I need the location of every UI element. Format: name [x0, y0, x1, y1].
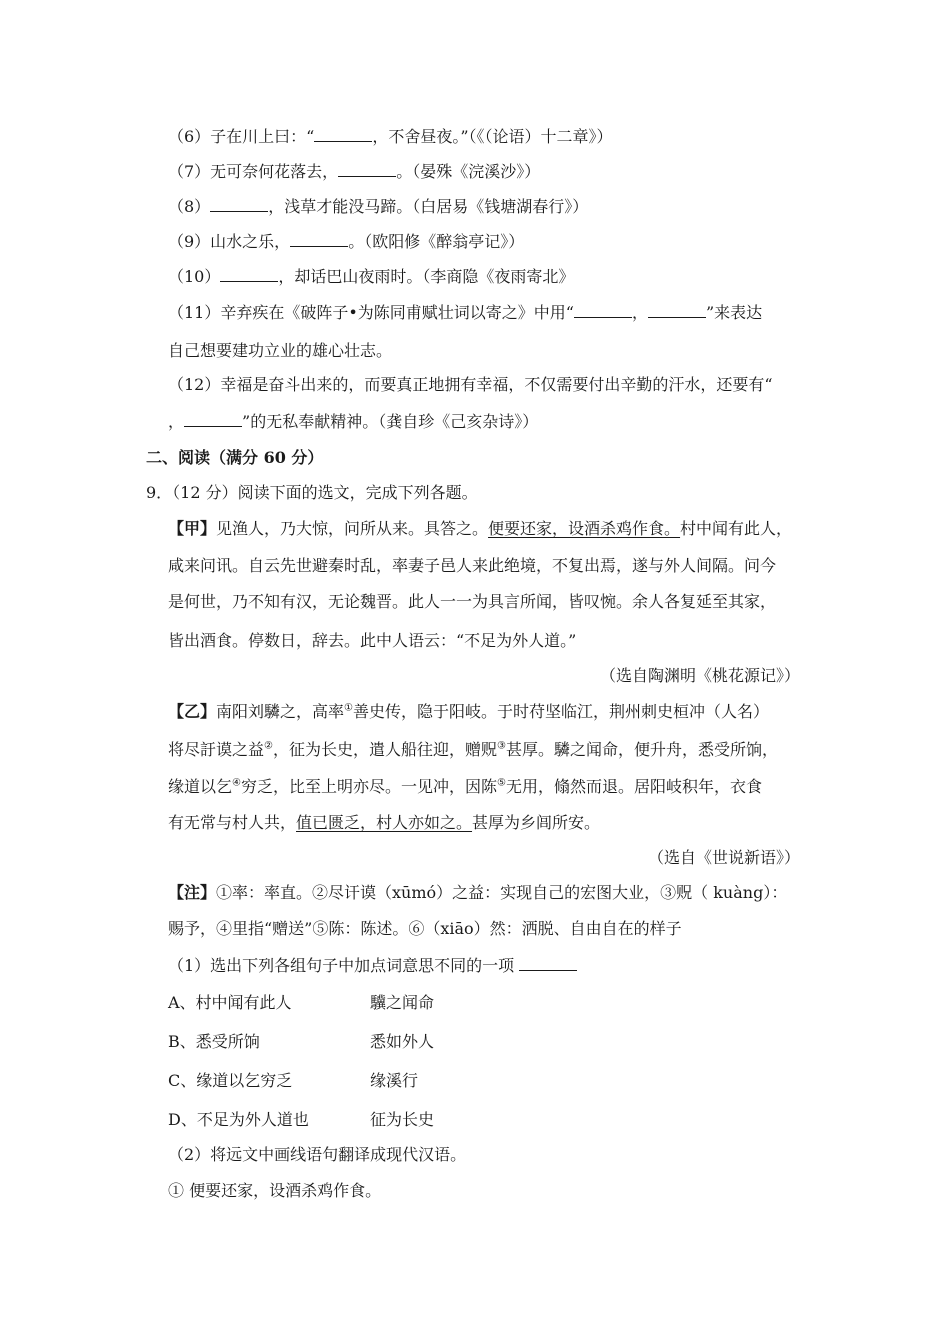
option-c-right: 缘溪行 [370, 1071, 419, 1090]
q9-text-after: 。（欧阳修《醉翁亭记》） [348, 232, 525, 251]
yi-label: 【乙】 [168, 702, 217, 721]
q12-line-2 [168, 412, 538, 432]
q6-answer-blank[interactable] [314, 127, 372, 142]
q8-text-before: （8） [168, 197, 211, 216]
yi-text-3a: 缘道以乞 [168, 777, 233, 796]
question-10 [168, 267, 574, 287]
q11-answer-blank-2[interactable] [648, 303, 706, 318]
q7-answer-blank[interactable] [338, 162, 396, 177]
q6-text-after: ，不舍昼夜。”（《（论语）十二章》） [372, 127, 613, 146]
q7-text-before: （7）无可奈何花落去， [168, 162, 339, 181]
question-9-heading: 9．（12 分）阅读下面的选文，完成下列各题。 [146, 483, 478, 502]
yi-line-3 [168, 777, 762, 797]
yi-line-4 [168, 813, 600, 833]
yi-text-2a: 将尽訏谟之益 [168, 740, 265, 759]
note-marker-3: ③ [497, 740, 506, 752]
note-line-1 [168, 883, 787, 903]
option-b-right: 悉如外人 [370, 1032, 435, 1051]
note-label: 【注】 [168, 883, 217, 902]
q8-answer-blank[interactable] [210, 197, 268, 212]
yi-line-1 [168, 702, 769, 722]
option-c-row [0, 1071, 950, 1091]
question-12: （12）幸福是奋斗出来的，而要真正地拥有幸福，不仅需要付出辛勤的汗水，还要有“ [168, 375, 773, 394]
sub1-text: （1）选出下列各组句子中加点词意思不同的一项 [168, 956, 515, 975]
yi-text-1b: 善史传，隐于阳岐。于时苻坚临江，荆州刺史桓冲（人名） [353, 702, 770, 721]
q10-answer-blank[interactable] [220, 267, 278, 282]
option-d-row [0, 1110, 950, 1130]
option-a-right: 驥之闻命 [370, 993, 435, 1012]
yi-text-1a: 南阳刘驎之，高率 [216, 702, 345, 721]
q11-text-mid: ， [631, 303, 648, 322]
q6-text-before: （6）子在川上曰：“ [168, 127, 315, 146]
question-9 [168, 232, 524, 252]
sub-question-2: （2）将远文中画线语句翻译成现代汉语。 [168, 1145, 467, 1164]
option-d-right: 征为长史 [370, 1110, 435, 1129]
q8-text-after: ，浅草才能没马蹄。（白居易《钱塘湖春行》） [268, 197, 589, 216]
jia-underlined-sentence: 便要还家，设酒杀鸡作食。 [488, 519, 681, 538]
question-11 [168, 303, 762, 323]
q10-text-before: （10） [168, 267, 221, 286]
yi-text-3b: 穷乏，比至上明亦尽。一见冲，因陈 [240, 777, 497, 796]
q12-text-before: ， [168, 412, 185, 431]
yi-text-4a: 有无常与村人共， [168, 813, 297, 832]
sub-question-2-item-1: ① 便要还家，设酒杀鸡作食。 [168, 1181, 382, 1200]
section-heading-reading: 二、阅读（满分 60 分） [146, 448, 324, 467]
note-text-1: ①率：率直。②尽讦谟（xūmó）之益：实现自己的宏图大业，③贶（ kuàng）： [216, 883, 788, 902]
note-marker-4: ④ [232, 777, 241, 789]
option-b-left: B、悉受所饷 [168, 1032, 260, 1051]
yi-text-3c: 无用，翛然而退。居阳岐积年，衣食 [505, 777, 762, 796]
jia-text-1a: 见渔人，乃大惊，问所从来。具答之。 [216, 519, 489, 538]
q11-text-before: （11）辛弃疾在《破阵子•为陈同甫赋壮词以寄之》中用“ [168, 303, 574, 322]
q10-text-after: ，却话巴山夜雨时。（李商隐《夜雨寄北》 [278, 267, 575, 286]
note-line-2: 赐予，④里指“赠送”⑤陈：陈述。⑥（xiāo）然：洒脱、自由自在的样子 [168, 919, 682, 938]
jia-source: （选自陶渊明《桃花源记》） [599, 666, 800, 685]
option-a-row [0, 993, 950, 1013]
jia-label: 【甲】 [168, 519, 217, 538]
jia-line-1 [168, 519, 792, 539]
q12-text-after: ”的无私奉献精神。（龚自珍《己亥杂诗》） [242, 412, 539, 431]
q12-answer-blank[interactable] [184, 412, 242, 427]
question-7 [168, 162, 540, 182]
option-d-left: D、不足为外人道也 [168, 1110, 309, 1129]
q11-answer-blank-1[interactable] [574, 303, 632, 318]
sub1-answer-blank[interactable] [519, 956, 577, 971]
yi-line-2 [168, 740, 778, 760]
note-marker-2: ② [264, 740, 273, 752]
q7-text-after: 。（晏殊《浣溪沙》） [396, 162, 541, 181]
note-marker-5: ⑤ [497, 777, 506, 789]
yi-text-4b: 甚厚为乡闾所安。 [472, 813, 601, 832]
q11-line-2: 自己想要建功立业的雄心壮志。 [168, 341, 393, 360]
q11-text-after: ”来表达 [706, 303, 763, 322]
yi-text-2b: ，征为长史，遣人船往迎，赠贶 [272, 740, 497, 759]
jia-line-4: 皆出酒食。停数日，辞去。此中人语云：“不足为外人道。” [168, 631, 577, 650]
note-marker-1: ① [344, 702, 353, 714]
option-b-row [0, 1032, 950, 1052]
option-a-left: A、村中闻有此人 [168, 993, 292, 1012]
yi-text-2c: 甚厚。驎之闻命，便升舟，悉受所饷， [505, 740, 778, 759]
q9-text-before: （9）山水之乐， [168, 232, 291, 251]
yi-underlined-sentence: 值已匮乏，村人亦如之。 [296, 813, 473, 832]
jia-text-1b: 村中闻有此人， [680, 519, 793, 538]
sub-question-1 [168, 956, 577, 976]
q9-answer-blank[interactable] [290, 232, 348, 247]
question-6 [168, 127, 613, 147]
option-c-left: C、缘道以乞穷乏 [168, 1071, 293, 1090]
yi-source: （选自《世说新语》） [647, 848, 800, 867]
question-8 [168, 197, 588, 217]
jia-line-2: 咸来问讯。自云先世避秦时乱，率妻子邑人来此绝境，不复出焉，遂与外人间隔。问今 [168, 556, 777, 575]
jia-line-3: 是何世，乃不知有汉，无论魏晋。此人一一为具言所闻，皆叹惋。余人各复延至其家， [168, 592, 777, 611]
